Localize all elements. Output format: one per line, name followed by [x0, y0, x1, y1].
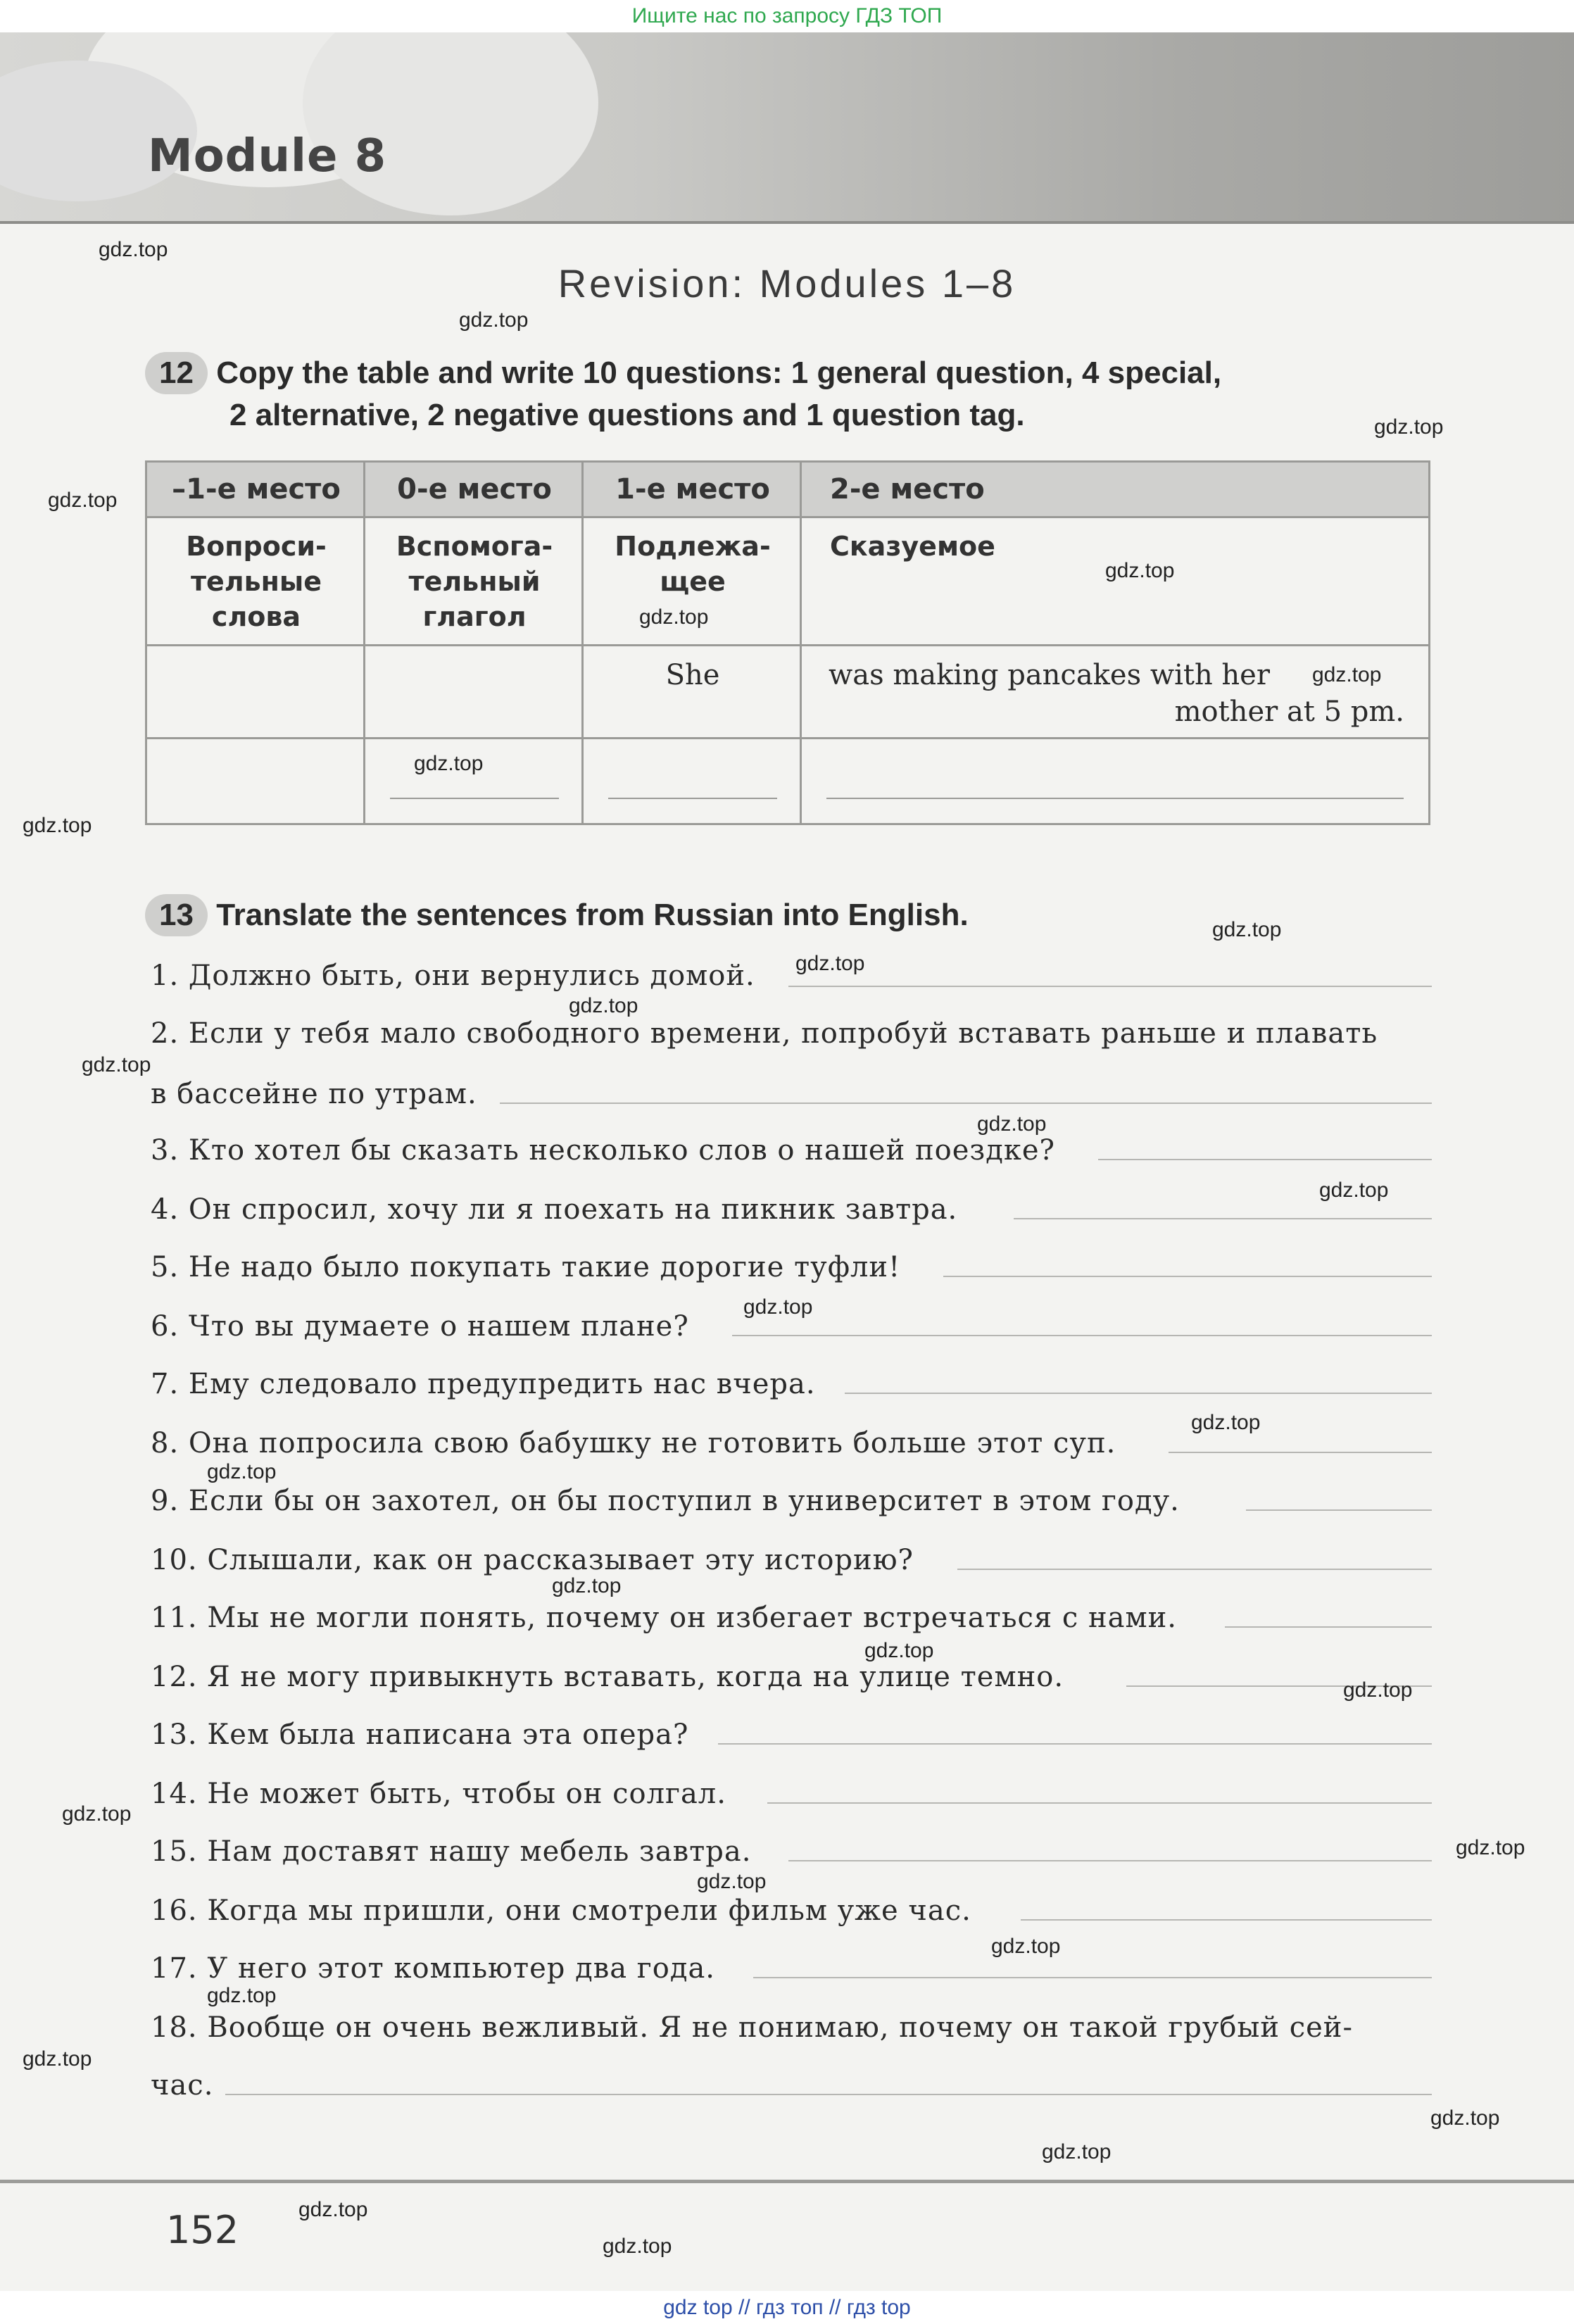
- table-header-cell: 2-е место: [802, 463, 1428, 516]
- table-subheader-question-words: Вопроси- тельные слова: [186, 531, 327, 632]
- translation-sentence: 11. Мы не могли понять, почему он избегает встречаться с нами.: [151, 1602, 1178, 1634]
- table-rule: [147, 737, 1428, 739]
- watermark: gdz.top: [639, 605, 709, 629]
- table-subheader-predicate: Сказуемое: [830, 531, 995, 562]
- answer-line[interactable]: [957, 1569, 1432, 1570]
- answer-line[interactable]: [732, 1335, 1432, 1336]
- exercise-13-text: Translate the sentences from Russian into English.: [216, 898, 969, 932]
- top-banner[interactable]: Ищите нас по запросу ГДЗ ТОП: [0, 0, 1574, 32]
- answer-line[interactable]: [1014, 1218, 1432, 1219]
- translation-sentence: в бассейне по утрам.: [151, 1078, 477, 1110]
- answer-line[interactable]: [1225, 1626, 1432, 1628]
- answer-line[interactable]: [1021, 1919, 1432, 1921]
- watermark: gdz.top: [207, 1460, 277, 1483]
- exercise-number-badge: 12: [145, 352, 208, 394]
- answer-blank[interactable]: [390, 798, 559, 799]
- watermark: gdz.top: [977, 1112, 1047, 1136]
- translation-sentence: 10. Слышали, как он рассказывает эту историю?: [151, 1544, 914, 1576]
- answer-blank[interactable]: [608, 798, 777, 799]
- watermark: gdz.top: [1343, 1678, 1413, 1702]
- header-divider: [0, 221, 1574, 224]
- footer-divider: [0, 2180, 1574, 2183]
- module-title: Module 8: [148, 130, 387, 182]
- answer-line[interactable]: [1098, 1159, 1432, 1160]
- table-example-subject: She: [665, 659, 720, 691]
- watermark: gdz.top: [697, 1870, 767, 1893]
- watermark: gdz.top: [62, 1802, 132, 1826]
- table-header-cell: –1-е место: [147, 463, 365, 516]
- translation-sentence: 17. У него этот компьютер два года.: [151, 1952, 716, 1985]
- answer-line[interactable]: [943, 1276, 1432, 1277]
- table-rule: [363, 463, 365, 823]
- watermark: gdz.top: [743, 1295, 813, 1319]
- revision-title: Revision: Modules 1–8: [558, 261, 1016, 306]
- translation-sentence: 16. Когда мы пришли, они смотрели фильм уже час.: [151, 1895, 971, 1927]
- translation-sentence: 9. Если бы он захотел, он бы поступил в университет в этом году.: [151, 1485, 1180, 1517]
- table-subheader-auxiliary-verb: Вспомога- тельный глагол: [396, 531, 553, 632]
- exercise-12-instruction-line2: 2 alternative, 2 negative questions and 1 question tag.: [229, 398, 1025, 432]
- watermark: gdz.top: [864, 1639, 934, 1662]
- exercise-12-text: Copy the table and write 10 questions: 1 general question, 4 special,: [216, 356, 1222, 390]
- translation-sentence: 18. Вообще он очень вежливый. Я не понимаю, почему он такой грубый сей-: [151, 2011, 1353, 2044]
- translation-sentence: 5. Не надо было покупать такие дорогие туфли!: [151, 1251, 901, 1283]
- watermark: gdz.top: [82, 1053, 151, 1076]
- answer-line[interactable]: [845, 1393, 1432, 1394]
- watermark: gdz.top: [1312, 663, 1382, 686]
- watermark: gdz.top: [1456, 1836, 1525, 1859]
- module-header-band: [0, 32, 1574, 222]
- watermark: gdz.top: [552, 1574, 622, 1597]
- watermark: gdz.top: [414, 752, 484, 775]
- watermark: gdz.top: [207, 1984, 277, 2007]
- table-subheader-subject: Подлежа- щее: [615, 531, 771, 597]
- watermark: gdz.top: [1430, 2106, 1500, 2130]
- table-rule: [800, 463, 802, 823]
- exercise-13-instruction: [145, 894, 969, 936]
- watermark: gdz.top: [459, 308, 529, 332]
- answer-line[interactable]: [1246, 1509, 1432, 1511]
- sentence-structure-table: [145, 460, 1430, 825]
- watermark: gdz.top: [795, 952, 865, 975]
- translation-sentence: 15. Нам доставят нашу мебель завтра.: [151, 1835, 752, 1868]
- answer-line[interactable]: [753, 1977, 1432, 1978]
- table-example-predicate: was making pancakes with her mother at 5 pm.: [829, 659, 1404, 728]
- translation-sentence: 13. Кем была написана эта опера?: [151, 1719, 689, 1751]
- translation-sentence: 8. Она попросила свою бабушку не готовить больше этот суп.: [151, 1427, 1116, 1459]
- table-header-cell: 0-е место: [365, 463, 584, 516]
- watermark: gdz.top: [99, 238, 168, 261]
- watermark: gdz.top: [298, 2198, 368, 2221]
- answer-line[interactable]: [500, 1103, 1432, 1104]
- translation-sentence: 12. Я не могу привыкнуть вставать, когда на улице темно.: [151, 1661, 1064, 1693]
- watermark: gdz.top: [603, 2235, 672, 2258]
- exercise-number-badge: 13: [145, 894, 208, 936]
- watermark: gdz.top: [1191, 1411, 1261, 1434]
- answer-blank[interactable]: [826, 798, 1404, 799]
- watermark: gdz.top: [1374, 415, 1444, 439]
- translation-sentence: 4. Он спросил, хочу ли я поехать на пикник завтра.: [151, 1193, 958, 1226]
- watermark: gdz.top: [991, 1935, 1061, 1958]
- watermark: gdz.top: [23, 2047, 92, 2071]
- translation-sentence: 6. Что вы думаете о нашем плане?: [151, 1310, 689, 1343]
- translation-sentence: 3. Кто хотел бы сказать несколько слов о нашей поездке?: [151, 1134, 1055, 1167]
- answer-line[interactable]: [788, 986, 1432, 987]
- exercise-12-instruction-line1: [145, 352, 1221, 394]
- header-decoration: [303, 32, 598, 215]
- watermark: gdz.top: [1319, 1179, 1389, 1202]
- answer-line[interactable]: [767, 1802, 1432, 1804]
- watermark: gdz.top: [23, 814, 92, 837]
- translation-sentence: 2. Если у тебя мало свободного времени, попробуй вставать раньше и плавать: [151, 1017, 1378, 1050]
- answer-line[interactable]: [1169, 1452, 1432, 1453]
- answer-line[interactable]: [718, 1743, 1432, 1745]
- watermark: gdz.top: [1212, 918, 1282, 941]
- table-rule: [147, 644, 1428, 646]
- watermark: gdz.top: [1105, 559, 1175, 582]
- page-number: 152: [166, 2208, 239, 2252]
- watermark: gdz.top: [48, 489, 118, 512]
- answer-line[interactable]: [225, 2094, 1432, 2095]
- answer-line[interactable]: [788, 1860, 1432, 1861]
- table-rule: [581, 463, 584, 823]
- bottom-banner[interactable]: gdz top // гдз топ // гдз top: [0, 2291, 1574, 2324]
- translation-sentence: 1. Должно быть, они вернулись домой.: [151, 960, 755, 992]
- translation-sentence: 14. Не может быть, чтобы он солгал.: [151, 1778, 726, 1810]
- table-rule: [147, 516, 1428, 518]
- watermark: gdz.top: [1042, 2140, 1112, 2163]
- watermark: gdz.top: [569, 994, 638, 1017]
- translation-sentence: час.: [151, 2069, 214, 2102]
- translation-sentence: 7. Ему следовало предупредить нас вчера.: [151, 1368, 816, 1400]
- table-header-cell: 1-е место: [584, 463, 802, 516]
